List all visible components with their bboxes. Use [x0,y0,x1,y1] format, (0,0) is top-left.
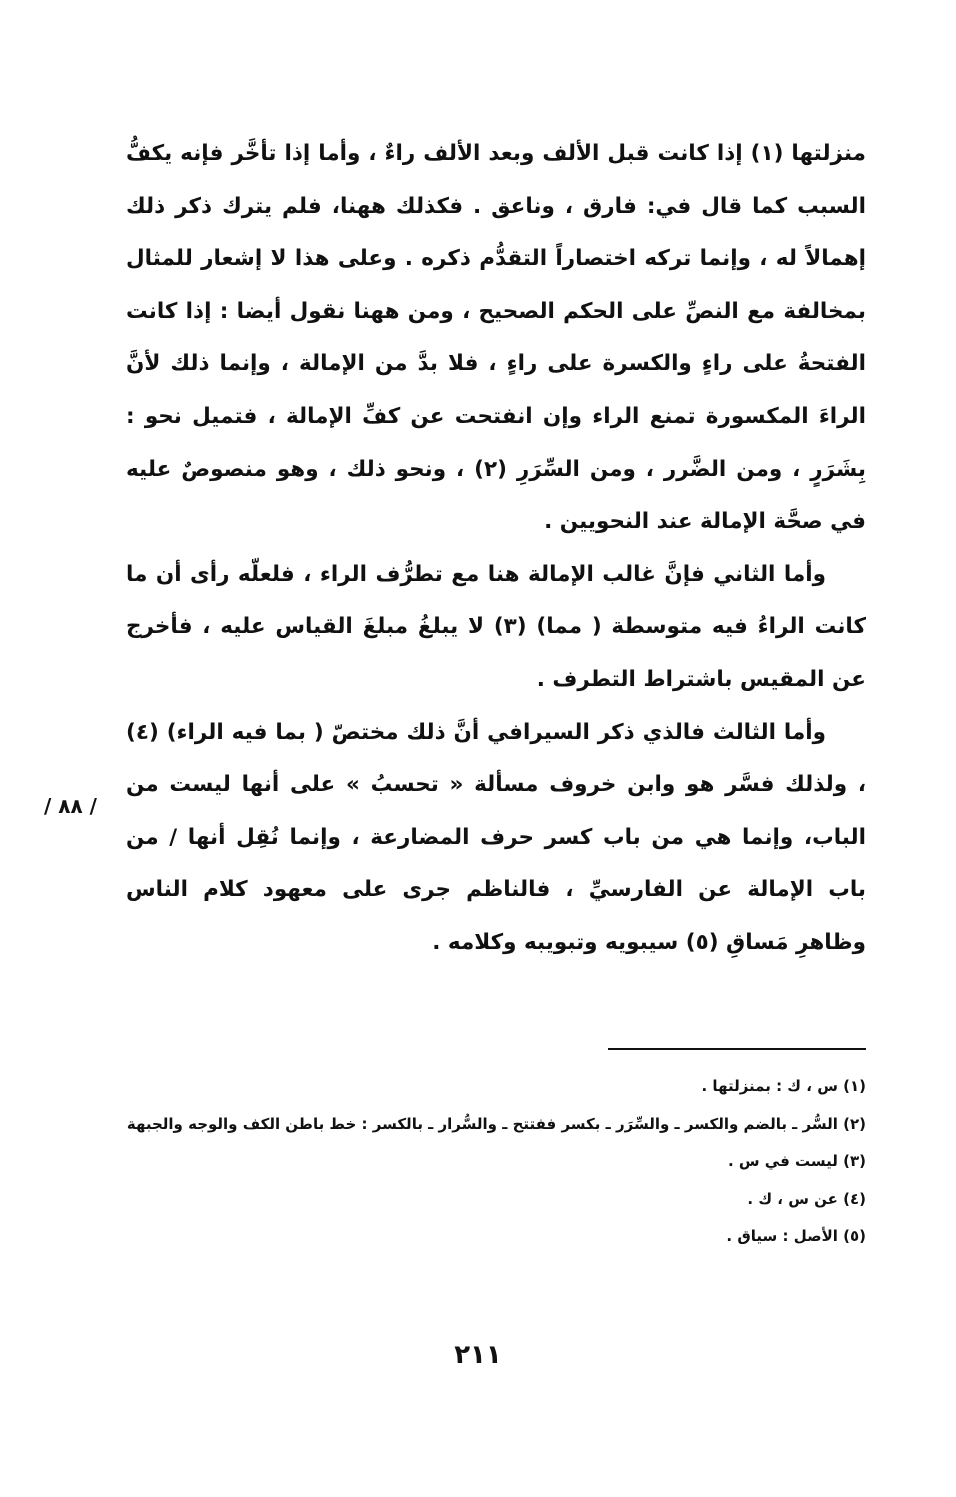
main-text [126,128,866,970]
footnote-1: (١) س ، ك : بمنزلتها . [701,1077,866,1095]
page-number: ٢١١ [454,1340,502,1370]
footnote-3: (٣) ليست في س . [727,1152,866,1170]
paragraph-1: منزلتها (١) إذا كانت قبل الألف وبعد الألف راءٌ ، وأما إذا تأخَّر فإنه يكفُّ السبب كما قال في: فارق ، وناعق . فكذلك ههنا، فلم يترك ذكر ذلك إهمالاً له ، وإنما تركه اختصاراً التقدُّم ذكره . وعلى هذا لا إشعار للمثال بمخالفة مع النصِّ على الحكم الصحيح ، ومن ههنا نقول أيضا : إذا كانت الفتحةُ على راءٍ والكسرة على راءٍ ، فلا بدَّ من الإمالة ، وإنما ذلك لأنَّ الراءَ المكسورة تمنع الراء وإن انفتحت عن كفِّ الإمالة ، فتميل نحو : بِشَرَرٍ ، ومن الضَّرر ، ومن السِّرَرِ (٢) ، ونحو ذلك ، وهو منصوصٌ عليه في صحَّة الإمالة عند النحويين . [126,141,866,535]
manuscript-folio-marker: / ٨٨ / [44,794,97,818]
paragraph-3: وأما الثالث فالذي ذكر السيرافي أنَّ ذلك مختصّ ( بما فيه الراء) (٤) ، ولذلك فسَّر هو وابن خروف مسألة « تحسبُ » على أنها ليست من الباب، وإنما هي من باب كسر حرف المضارعة ، وإنما نُقِل أنها / من باب الإمالة عن الفارسيِّ ، فالناظم جرى على معهود كلام الناس وظاهرِ مَساقِ (٥) سيبويه وتبويبه وكلامه . [126,719,866,955]
footnotes-list [126,1068,866,1256]
footnote-4: (٤) عن س ، ك . [747,1189,866,1208]
footnote-2: (٢) السُّر ـ بالضم والكسر ـ والسِّرَر ـ بكسر ففتتح ـ والسُّرار ـ بالكسر : خط باطن الكف والوجه والجبهة [126,1114,866,1133]
paragraph-2: وأما الثاني فإنَّ غالب الإمالة هنا مع تطرُّف الراء ، فلعلّه رأى أن ما كانت الراءُ فيه متوسطة ( مما) (٣) لا يبلغُ مبلغَ القياس عليه ، فأخرج عن المقيس باشتراط التطرف . [126,561,866,692]
footnote-divider [608,1048,866,1050]
footnote-5: (٥) الأصل : سياق . [726,1227,866,1245]
